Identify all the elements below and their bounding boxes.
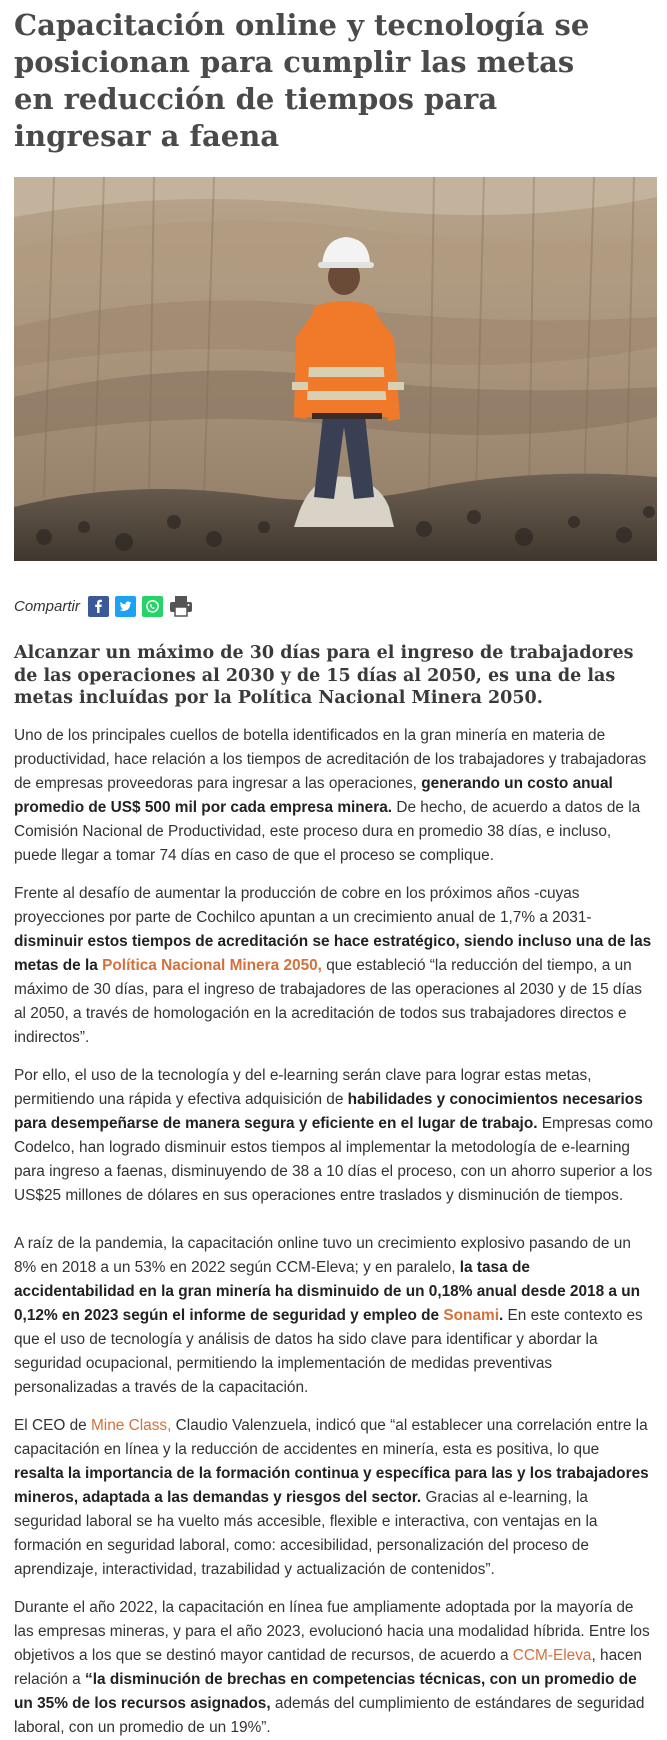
facebook-icon[interactable] (88, 596, 109, 617)
mine-class-link[interactable]: Mine Class, (90, 1416, 172, 1434)
paragraph-2 (14, 882, 653, 1050)
paragraph-3 (14, 1064, 653, 1208)
text: , hacen relación a (14, 1646, 642, 1688)
bold-text: generando un costo anual promedio de US$ 500 mil por cada empresa minera. (14, 774, 613, 816)
paragraph-1 (14, 724, 653, 868)
bold-text: “la disminución de brechas en competencias técnicas, con un promedio de un 35% de los recursos asignados, (14, 1670, 637, 1712)
text: Durante el año 2022, la capacitación en línea fue ampliamente adoptada por la mayoría de las empresas mineras, y para el año 2023, evolucionó hacia una modalidad híbrida. Entre los objetivos a los que se destinó mayor cantidad de recursos, de acuerdo a (14, 1598, 650, 1664)
bold-text: . (498, 1306, 504, 1324)
text: Empresas como Codelco, han logrado disminuir estos tiempos al implementar la metodología de e-learning para ingreso a faenas, disminuyendo de 38 a 10 días el proceso, con un ahorro superior a los US$25 millones de dólares en sus operaciones entre traslados y disminución de tiempos. (14, 1114, 653, 1204)
text: Por ello, el uso de la tecnología y del e-learning serán clave para lograr estas metas, permitiendo una rápida y efectiva adquisición de (14, 1066, 592, 1108)
text: El CEO de (14, 1416, 91, 1434)
bold-text: la tasa de accidentabilidad en la gran minería ha disminuido de un 0,18% anual desde 2018 a un 0,12% en 2023 según el informe de seguridad y empleo de (14, 1258, 641, 1324)
text: Uno de los principales cuellos de botella identificados en la gran minería en materia de productividad, hace relación a los tiempos de acreditación de los trabajadores y trabajadoras de empresas proveedoras para ingresar a las operaciones, (14, 726, 647, 792)
ccm-eleva-link[interactable]: CCM-Eleva (512, 1646, 592, 1664)
paragraph-6 (14, 1596, 653, 1740)
bold-text: disminuir estos tiempos de acreditación se hace estratégico, siendo incluso una de las metas de la (14, 932, 652, 974)
paragraph-4 (14, 1232, 653, 1400)
text: además del cumplimiento de estándares de seguridad laboral, con un promedio de un 19%”. (14, 1694, 645, 1736)
whatsapp-icon[interactable] (142, 596, 163, 617)
text: De hecho, de acuerdo a datos de la Comisión Nacional de Productividad, este proceso dura en promedio 38 días, e incluso, puede llegar a tomar 74 días en caso de que el proceso se complique. (14, 798, 641, 864)
hero-image (14, 177, 657, 561)
text: Claudio Valenzuela, indicó que “al establecer una correlación entre la capacitación en línea y la reducción de accidentes en minería, esta es positiva, lo que (14, 1416, 648, 1458)
share-label: Compartir (14, 597, 80, 615)
text: que estableció “la reducción del tiempo, a un máximo de 30 días, para el ingreso de trabajadores de las operaciones al 2030 y de 15 días al 2050, a través de homologación en la acreditación de todos sus trabajadores directos e indirectos”. (14, 956, 642, 1046)
article-title: Capacitación online y tecnología se posicionan para cumplir las metas en reducción de tiempos para ingresar a faena (14, 8, 590, 153)
bold-text: resalta la importancia de la formación continua y específica para las y los trabajadores mineros, adaptada a las demandas y riesgos del sector. (14, 1464, 649, 1506)
article-lead: Alcanzar un máximo de 30 días para el ingreso de trabajadores de las operaciones al 2030 y de 15 días al 2050, es una de las metas incluídas por la Política Nacional Minera 2050. (14, 643, 634, 708)
twitter-icon[interactable] (115, 596, 136, 617)
politica-nacional-link[interactable]: Política Nacional Minera 2050, (102, 956, 322, 974)
text: Gracias al e-learning, la seguridad laboral se ha vuelto más accesible, flexible e interactiva, con ventajas en la formación en seguridad laboral, como: accesibilidad, personalización del proceso de aprendizaje, interactividad, trazabilidad y actualización de contenidos”. (14, 1488, 598, 1578)
miner-photo (14, 177, 657, 561)
text: A raíz de la pandemia, la capacitación online tuvo un crecimiento explosivo pasando de un 8% en 2018 a un 53% en 2022 según CCM-Eleva; y en paralelo, (14, 1234, 631, 1276)
article-container (0, 7, 667, 1736)
sonami-link[interactable]: Sonami (443, 1306, 499, 1324)
paragraph-5 (14, 1414, 653, 1582)
bold-text: habilidades y conocimientos necesarios para desempeñarse de manera segura y eficiente en el lugar de trabajo. (14, 1090, 643, 1132)
share-bar (14, 593, 653, 619)
text: Frente al desafío de aumentar la producción de cobre en los próximos años -cuyas proyecciones por parte de Cochilco apuntan a un crecimiento anual de 1,7% a 2031- (14, 884, 592, 926)
text: En este contexto es que el uso de tecnología y análisis de datos ha sido clave para identificar y abordar la seguridad ocupacional, permitiendo la implementación de medidas preventivas personalizadas a través de la capacitación. (14, 1306, 643, 1396)
print-icon[interactable] (169, 596, 193, 617)
